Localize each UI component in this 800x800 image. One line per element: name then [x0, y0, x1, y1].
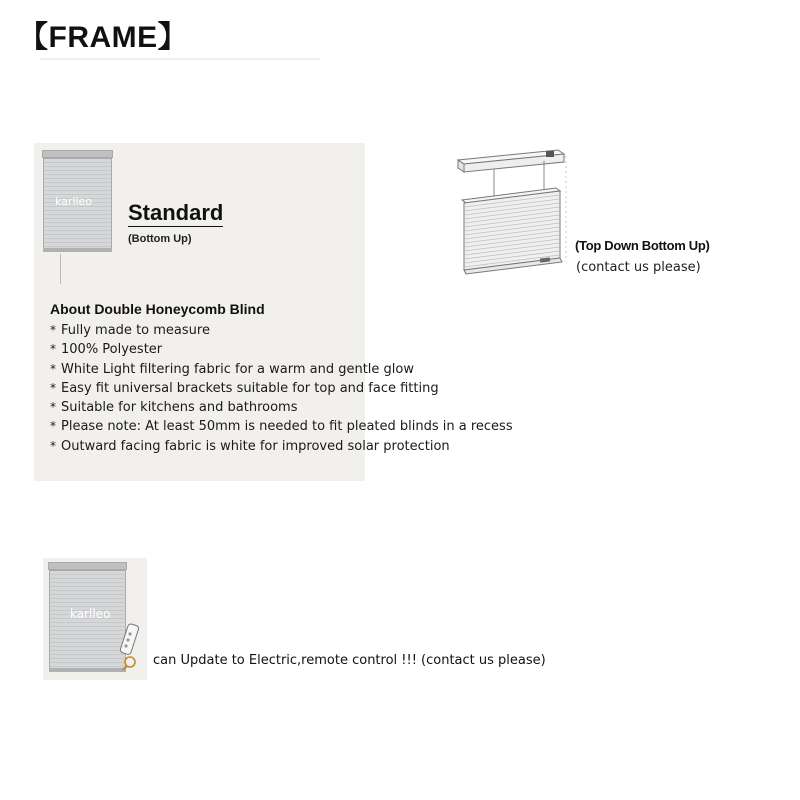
- top-down-bottom-up-illustration: [452, 142, 572, 282]
- standard-title: Standard: [128, 200, 224, 225]
- list-item: * White Light filtering fabric for a warm and gentle glow: [50, 360, 513, 379]
- electric-upgrade-note: can Update to Electric,remote control !!! (contact us please): [153, 653, 546, 668]
- bottom-rail: [49, 668, 126, 672]
- frame-heading: 【FRAME】: [18, 21, 189, 54]
- brand-logo: karlleo: [55, 195, 93, 208]
- standard-blind-image: [42, 150, 114, 254]
- bullet: *: [50, 380, 56, 395]
- standard-subtitle: (Bottom Up): [128, 233, 192, 245]
- bottom-rail: [43, 248, 112, 252]
- brand-logo: karlleo: [70, 607, 111, 621]
- bullet: *: [50, 400, 56, 415]
- about-title: About Double Honeycomb Blind: [50, 301, 265, 317]
- divider: [40, 58, 320, 60]
- pull-cord: [60, 254, 61, 284]
- top-down-contact-note: (contact us please): [576, 260, 701, 275]
- feature-list: [50, 321, 513, 456]
- list-item: * 100% Polyester: [50, 340, 513, 359]
- electric-blind-image: [48, 562, 128, 674]
- bullet: *: [50, 323, 56, 337]
- list-item: * Please note: At least 50mm is needed to fit pleated blinds in a recess: [50, 417, 513, 436]
- list-item: * Fully made to measure: [50, 321, 513, 340]
- bullet: *: [50, 438, 56, 453]
- list-item: * Easy fit universal brackets suitable for top and face fitting: [50, 379, 513, 398]
- top-down-bottom-up-label: (Top Down Bottom Up): [575, 238, 710, 253]
- bullet: *: [50, 342, 56, 357]
- list-item: * Suitable for kitchens and bathrooms: [50, 398, 513, 417]
- headrail: [42, 150, 113, 158]
- headrail: [48, 562, 127, 570]
- bullet: *: [50, 419, 56, 434]
- remote-control-icon: [118, 620, 144, 672]
- list-item: * Outward facing fabric is white for improved solar protection: [50, 437, 513, 456]
- bullet: *: [50, 361, 56, 376]
